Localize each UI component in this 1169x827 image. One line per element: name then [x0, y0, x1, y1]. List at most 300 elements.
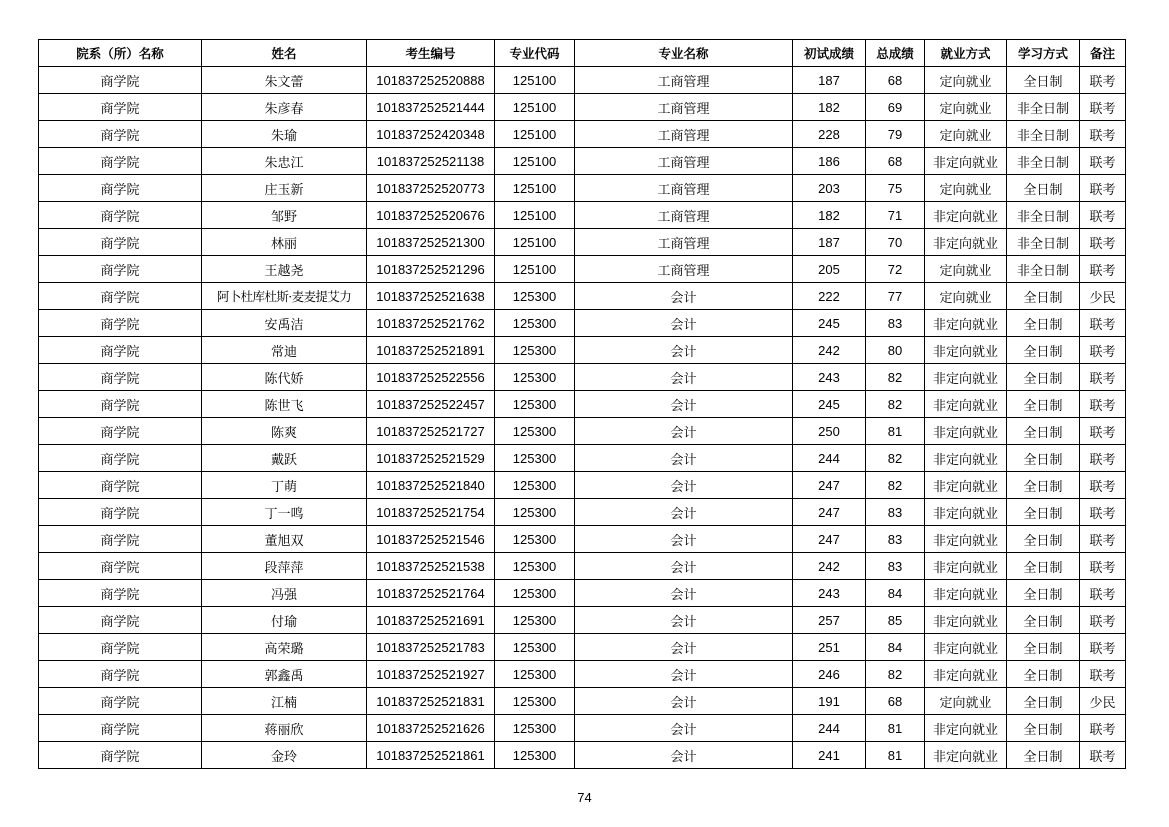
table-cell: 丁萌	[202, 472, 367, 499]
table-cell: 125300	[495, 715, 575, 742]
table-row	[39, 742, 1126, 769]
table-cell: 非全日制	[1007, 94, 1080, 121]
table-cell: 全日制	[1007, 688, 1080, 715]
table-cell: 工商管理	[575, 148, 793, 175]
table-cell: 定向就业	[925, 67, 1007, 94]
table-cell: 非定向就业	[925, 742, 1007, 769]
table-cell: 丁一鸣	[202, 499, 367, 526]
table-cell: 非定向就业	[925, 337, 1007, 364]
table-cell: 商学院	[39, 202, 202, 229]
table-cell: 工商管理	[575, 202, 793, 229]
table-cell: 商学院	[39, 634, 202, 661]
column-header: 就业方式	[925, 40, 1007, 67]
table-row	[39, 391, 1126, 418]
table-cell: 187	[793, 229, 866, 256]
column-header: 初试成绩	[793, 40, 866, 67]
table-row	[39, 310, 1126, 337]
table-cell: 戴跃	[202, 445, 367, 472]
table-cell: 191	[793, 688, 866, 715]
table-cell: 少民	[1080, 688, 1126, 715]
table-cell: 非定向就业	[925, 634, 1007, 661]
table-row	[39, 94, 1126, 121]
table-cell: 125100	[495, 67, 575, 94]
table-cell: 商学院	[39, 445, 202, 472]
table-cell: 联考	[1080, 94, 1126, 121]
table-cell: 101837252521444	[367, 94, 495, 121]
table-cell: 全日制	[1007, 580, 1080, 607]
table-cell: 联考	[1080, 202, 1126, 229]
table-cell: 商学院	[39, 94, 202, 121]
table-cell: 商学院	[39, 67, 202, 94]
column-header: 专业名称	[575, 40, 793, 67]
table-cell: 125300	[495, 742, 575, 769]
table-cell: 联考	[1080, 742, 1126, 769]
table-cell: 243	[793, 364, 866, 391]
table-cell: 定向就业	[925, 688, 1007, 715]
table-cell: 251	[793, 634, 866, 661]
table-cell: 商学院	[39, 391, 202, 418]
table-cell: 101837252521300	[367, 229, 495, 256]
table-cell: 联考	[1080, 526, 1126, 553]
table-cell: 联考	[1080, 418, 1126, 445]
table-cell: 101837252521783	[367, 634, 495, 661]
table-cell: 68	[866, 148, 925, 175]
table-cell: 阿卜杜库杜斯·麦麦提艾力	[202, 283, 367, 310]
table-row	[39, 661, 1126, 688]
table-cell: 84	[866, 580, 925, 607]
table-cell: 全日制	[1007, 742, 1080, 769]
table-cell: 商学院	[39, 553, 202, 580]
table-cell: 125300	[495, 661, 575, 688]
table-cell: 非定向就业	[925, 526, 1007, 553]
table-cell: 247	[793, 526, 866, 553]
table-cell: 101837252521529	[367, 445, 495, 472]
table-row	[39, 67, 1126, 94]
table-cell: 全日制	[1007, 607, 1080, 634]
table-row	[39, 607, 1126, 634]
table-cell: 246	[793, 661, 866, 688]
table-cell: 全日制	[1007, 715, 1080, 742]
table-cell: 非定向就业	[925, 580, 1007, 607]
table-cell: 非定向就业	[925, 445, 1007, 472]
table-cell: 182	[793, 94, 866, 121]
table-cell: 商学院	[39, 256, 202, 283]
table-cell: 朱文蕾	[202, 67, 367, 94]
table-cell: 全日制	[1007, 175, 1080, 202]
table-cell: 会计	[575, 364, 793, 391]
table-cell: 工商管理	[575, 67, 793, 94]
table-cell: 商学院	[39, 148, 202, 175]
table-row	[39, 364, 1126, 391]
table-row	[39, 283, 1126, 310]
table-cell: 联考	[1080, 445, 1126, 472]
table-row	[39, 580, 1126, 607]
table-cell: 高荣璐	[202, 634, 367, 661]
table-cell: 非全日制	[1007, 229, 1080, 256]
table-cell: 68	[866, 67, 925, 94]
table-cell: 125300	[495, 337, 575, 364]
table-cell: 186	[793, 148, 866, 175]
table-cell: 定向就业	[925, 283, 1007, 310]
table-cell: 101837252521764	[367, 580, 495, 607]
table-cell: 101837252521891	[367, 337, 495, 364]
table-cell: 工商管理	[575, 175, 793, 202]
table-cell: 联考	[1080, 661, 1126, 688]
table-cell: 101837252521638	[367, 283, 495, 310]
table-cell: 朱忠江	[202, 148, 367, 175]
table-row	[39, 472, 1126, 499]
table-cell: 安禹洁	[202, 310, 367, 337]
table-cell: 会计	[575, 742, 793, 769]
table-cell: 101837252521927	[367, 661, 495, 688]
table-cell: 郭鑫禹	[202, 661, 367, 688]
table-cell: 全日制	[1007, 364, 1080, 391]
table-cell: 商学院	[39, 472, 202, 499]
table-cell: 101837252521546	[367, 526, 495, 553]
table-cell: 77	[866, 283, 925, 310]
table-cell: 非全日制	[1007, 121, 1080, 148]
table-cell: 商学院	[39, 742, 202, 769]
table-cell: 101837252521762	[367, 310, 495, 337]
table-cell: 商学院	[39, 175, 202, 202]
table-row	[39, 229, 1126, 256]
table-cell: 101837252520773	[367, 175, 495, 202]
table-cell: 会计	[575, 661, 793, 688]
table-cell: 联考	[1080, 121, 1126, 148]
table-cell: 228	[793, 121, 866, 148]
table-cell: 全日制	[1007, 337, 1080, 364]
table-cell: 125100	[495, 175, 575, 202]
table-cell: 101837252521727	[367, 418, 495, 445]
table-cell: 联考	[1080, 175, 1126, 202]
table-row	[39, 715, 1126, 742]
table-cell: 全日制	[1007, 67, 1080, 94]
table-row	[39, 445, 1126, 472]
table-cell: 会计	[575, 526, 793, 553]
table-cell: 257	[793, 607, 866, 634]
table-row	[39, 418, 1126, 445]
table-cell: 非全日制	[1007, 256, 1080, 283]
column-header: 姓名	[202, 40, 367, 67]
table-row	[39, 634, 1126, 661]
table-cell: 101837252520676	[367, 202, 495, 229]
column-header: 院系（所）名称	[39, 40, 202, 67]
table-cell: 125300	[495, 445, 575, 472]
table-cell: 244	[793, 715, 866, 742]
table-cell: 冯强	[202, 580, 367, 607]
table-cell: 会计	[575, 688, 793, 715]
table-cell: 会计	[575, 445, 793, 472]
table-cell: 商学院	[39, 715, 202, 742]
table-cell: 非定向就业	[925, 499, 1007, 526]
table-cell: 商学院	[39, 580, 202, 607]
table-cell: 非定向就业	[925, 661, 1007, 688]
table-cell: 84	[866, 634, 925, 661]
table-cell: 商学院	[39, 688, 202, 715]
table-cell: 205	[793, 256, 866, 283]
table-cell: 82	[866, 661, 925, 688]
table-cell: 242	[793, 337, 866, 364]
table-cell: 83	[866, 526, 925, 553]
table-cell: 125300	[495, 580, 575, 607]
table-cell: 联考	[1080, 553, 1126, 580]
table-cell: 82	[866, 391, 925, 418]
table-cell: 非全日制	[1007, 202, 1080, 229]
table-row	[39, 256, 1126, 283]
table-cell: 125300	[495, 499, 575, 526]
table-cell: 庄玉新	[202, 175, 367, 202]
table-cell: 定向就业	[925, 175, 1007, 202]
table-cell: 林丽	[202, 229, 367, 256]
table-cell: 商学院	[39, 337, 202, 364]
table-row	[39, 337, 1126, 364]
column-header: 学习方式	[1007, 40, 1080, 67]
table-cell: 247	[793, 499, 866, 526]
table-cell: 联考	[1080, 364, 1126, 391]
table-cell: 联考	[1080, 148, 1126, 175]
table-cell: 会计	[575, 391, 793, 418]
table-cell: 125100	[495, 229, 575, 256]
table-row	[39, 175, 1126, 202]
table-cell: 69	[866, 94, 925, 121]
header-row	[39, 40, 1126, 67]
table-cell: 商学院	[39, 418, 202, 445]
table-cell: 75	[866, 175, 925, 202]
table-cell: 会计	[575, 553, 793, 580]
table-cell: 101837252521840	[367, 472, 495, 499]
table-cell: 101837252521754	[367, 499, 495, 526]
table-row	[39, 148, 1126, 175]
table-cell: 81	[866, 742, 925, 769]
table-cell: 工商管理	[575, 256, 793, 283]
table-cell: 商学院	[39, 661, 202, 688]
table-cell: 81	[866, 418, 925, 445]
table-cell: 245	[793, 310, 866, 337]
table-cell: 71	[866, 202, 925, 229]
table-cell: 83	[866, 310, 925, 337]
table-cell: 81	[866, 715, 925, 742]
table-cell: 商学院	[39, 229, 202, 256]
table-cell: 会计	[575, 715, 793, 742]
table-cell: 会计	[575, 634, 793, 661]
table-cell: 101837252521831	[367, 688, 495, 715]
table-cell: 82	[866, 364, 925, 391]
table-cell: 68	[866, 688, 925, 715]
table-cell: 85	[866, 607, 925, 634]
table-cell: 125100	[495, 202, 575, 229]
table-cell: 金玲	[202, 742, 367, 769]
table-cell: 非定向就业	[925, 607, 1007, 634]
table-cell: 83	[866, 499, 925, 526]
table-cell: 联考	[1080, 337, 1126, 364]
table-cell: 250	[793, 418, 866, 445]
table-cell: 常迪	[202, 337, 367, 364]
table-cell: 工商管理	[575, 94, 793, 121]
table-cell: 工商管理	[575, 229, 793, 256]
table-cell: 182	[793, 202, 866, 229]
table-cell: 段萍萍	[202, 553, 367, 580]
table-cell: 70	[866, 229, 925, 256]
table-cell: 商学院	[39, 283, 202, 310]
table-cell: 125300	[495, 526, 575, 553]
table-cell: 101837252420348	[367, 121, 495, 148]
table-cell: 125100	[495, 121, 575, 148]
table-cell: 101837252522556	[367, 364, 495, 391]
table-cell: 全日制	[1007, 472, 1080, 499]
table-cell: 125100	[495, 256, 575, 283]
table-cell: 101837252521861	[367, 742, 495, 769]
table-cell: 72	[866, 256, 925, 283]
table-cell: 付瑜	[202, 607, 367, 634]
table-cell: 245	[793, 391, 866, 418]
table-cell: 商学院	[39, 607, 202, 634]
table-cell: 125300	[495, 634, 575, 661]
table-cell: 商学院	[39, 121, 202, 148]
admission-list-table	[38, 39, 1126, 769]
table-cell: 125300	[495, 391, 575, 418]
table-cell: 203	[793, 175, 866, 202]
table-cell: 会计	[575, 283, 793, 310]
table-cell: 陈爽	[202, 418, 367, 445]
table-row	[39, 526, 1126, 553]
table-cell: 222	[793, 283, 866, 310]
table-cell: 朱彦春	[202, 94, 367, 121]
column-header: 专业代码	[495, 40, 575, 67]
table-cell: 125300	[495, 283, 575, 310]
table-cell: 联考	[1080, 499, 1126, 526]
table-cell: 全日制	[1007, 499, 1080, 526]
table-row	[39, 202, 1126, 229]
table-cell: 联考	[1080, 607, 1126, 634]
table-cell: 非全日制	[1007, 148, 1080, 175]
column-header: 考生编号	[367, 40, 495, 67]
table-cell: 125100	[495, 148, 575, 175]
table-cell: 会计	[575, 310, 793, 337]
table-cell: 商学院	[39, 310, 202, 337]
table-cell: 会计	[575, 499, 793, 526]
table-cell: 联考	[1080, 634, 1126, 661]
table-body	[39, 67, 1126, 769]
table-row	[39, 121, 1126, 148]
table-cell: 定向就业	[925, 121, 1007, 148]
table-cell: 101837252521538	[367, 553, 495, 580]
table-cell: 联考	[1080, 229, 1126, 256]
table-cell: 商学院	[39, 526, 202, 553]
table-cell: 101837252521691	[367, 607, 495, 634]
table-cell: 82	[866, 445, 925, 472]
table-cell: 83	[866, 553, 925, 580]
table-cell: 非定向就业	[925, 418, 1007, 445]
table-cell: 联考	[1080, 67, 1126, 94]
table-cell: 非定向就业	[925, 229, 1007, 256]
table-cell: 联考	[1080, 472, 1126, 499]
table-cell: 242	[793, 553, 866, 580]
table-cell: 101837252522457	[367, 391, 495, 418]
page-number: 74	[577, 790, 592, 805]
table-cell: 非定向就业	[925, 364, 1007, 391]
table-cell: 非定向就业	[925, 715, 1007, 742]
table-cell: 125100	[495, 94, 575, 121]
table-cell: 联考	[1080, 310, 1126, 337]
table-cell: 125300	[495, 472, 575, 499]
table-cell: 全日制	[1007, 418, 1080, 445]
table-cell: 邹野	[202, 202, 367, 229]
table-cell: 蒋丽欣	[202, 715, 367, 742]
table-cell: 非定向就业	[925, 391, 1007, 418]
table-cell: 241	[793, 742, 866, 769]
table-cell: 商学院	[39, 499, 202, 526]
table-cell: 江楠	[202, 688, 367, 715]
table-header	[39, 40, 1126, 67]
table-cell: 商学院	[39, 364, 202, 391]
table-cell: 董旭双	[202, 526, 367, 553]
table-cell: 会计	[575, 418, 793, 445]
table-cell: 非定向就业	[925, 202, 1007, 229]
table-cell: 联考	[1080, 580, 1126, 607]
table-cell: 全日制	[1007, 526, 1080, 553]
table-row	[39, 499, 1126, 526]
table-cell: 125300	[495, 553, 575, 580]
table-cell: 243	[793, 580, 866, 607]
table-cell: 非定向就业	[925, 310, 1007, 337]
table-cell: 244	[793, 445, 866, 472]
table-cell: 80	[866, 337, 925, 364]
table-cell: 125300	[495, 688, 575, 715]
table-cell: 会计	[575, 472, 793, 499]
table-cell: 朱瑜	[202, 121, 367, 148]
table-cell: 101837252520888	[367, 67, 495, 94]
table-cell: 定向就业	[925, 256, 1007, 283]
table-cell: 陈世飞	[202, 391, 367, 418]
table-cell: 非定向就业	[925, 148, 1007, 175]
table-cell: 全日制	[1007, 445, 1080, 472]
table-cell: 少民	[1080, 283, 1126, 310]
table-cell: 全日制	[1007, 391, 1080, 418]
table-cell: 125300	[495, 364, 575, 391]
table-cell: 非定向就业	[925, 472, 1007, 499]
table-cell: 全日制	[1007, 661, 1080, 688]
table-cell: 125300	[495, 607, 575, 634]
table-row	[39, 688, 1126, 715]
table-cell: 会计	[575, 607, 793, 634]
table-cell: 会计	[575, 337, 793, 364]
table-cell: 82	[866, 472, 925, 499]
table-cell: 联考	[1080, 256, 1126, 283]
table-cell: 101837252521626	[367, 715, 495, 742]
table-cell: 101837252521138	[367, 148, 495, 175]
table-cell: 125300	[495, 310, 575, 337]
column-header: 总成绩	[866, 40, 925, 67]
column-header: 备注	[1080, 40, 1126, 67]
table-cell: 全日制	[1007, 310, 1080, 337]
table-cell: 会计	[575, 580, 793, 607]
table-cell: 王越尧	[202, 256, 367, 283]
table-cell: 全日制	[1007, 553, 1080, 580]
table-cell: 联考	[1080, 715, 1126, 742]
table-cell: 125300	[495, 418, 575, 445]
table-cell: 79	[866, 121, 925, 148]
table-cell: 陈代娇	[202, 364, 367, 391]
table-cell: 非定向就业	[925, 553, 1007, 580]
table-cell: 187	[793, 67, 866, 94]
table-row	[39, 553, 1126, 580]
table-cell: 全日制	[1007, 283, 1080, 310]
table-cell: 全日制	[1007, 634, 1080, 661]
table-cell: 101837252521296	[367, 256, 495, 283]
table-cell: 定向就业	[925, 94, 1007, 121]
table-cell: 联考	[1080, 391, 1126, 418]
table-cell: 工商管理	[575, 121, 793, 148]
